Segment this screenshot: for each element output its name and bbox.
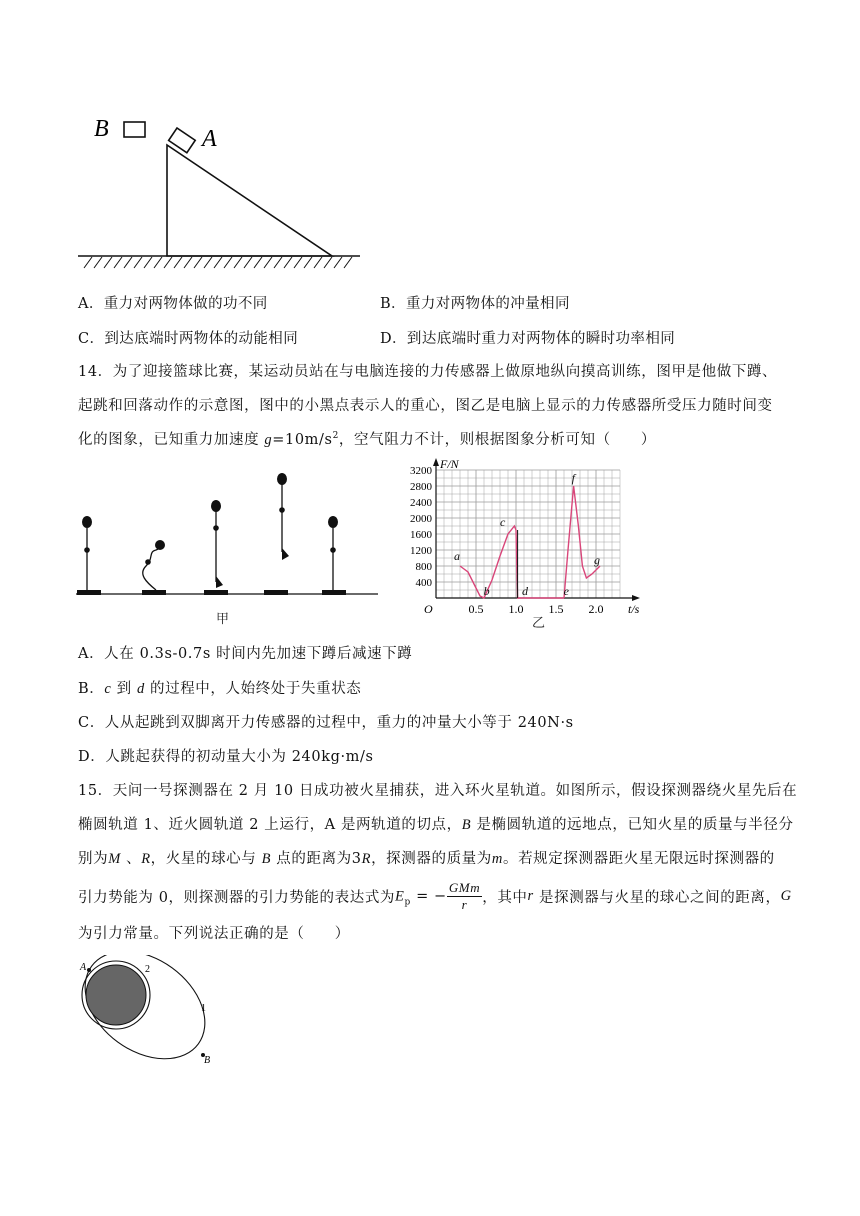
q13-option-c: C．到达底端时两物体的动能相同 <box>78 331 299 347</box>
force-curve <box>460 526 520 598</box>
point-label-d: d <box>522 584 528 598</box>
x-axis-arrow <box>632 595 640 601</box>
x-tick-label: 0.5 <box>468 602 484 616</box>
q15-line-5: 为引力常量。下列说法正确的是（ ） <box>78 926 350 942</box>
point-label-b: b <box>483 584 490 598</box>
y-tick-label: 1600 <box>410 529 432 541</box>
ground-hatch <box>84 257 352 268</box>
chart-grid <box>436 470 620 598</box>
block-b <box>124 122 145 137</box>
x-axis-label: t/s <box>628 602 640 616</box>
q15-line-4: 引力势能为 0，则探测器的引力势能的表达式为$E_p$ = − GMm r ，其中r 是探测器与火星的球心之间的距离，G <box>78 880 792 912</box>
point-label-c: c <box>500 515 506 529</box>
y-axis-arrow <box>433 458 439 466</box>
x-tick-label: 1.5 <box>548 602 564 616</box>
person-standing-2 <box>322 516 346 595</box>
y-tick-label: 2000 <box>410 513 432 525</box>
orbit-figure <box>76 955 226 1070</box>
orbit-label-a: A <box>80 962 87 973</box>
potential-energy-formula: $E_p$ = − GMm r <box>395 880 481 912</box>
label-a: A <box>202 126 217 152</box>
y-tick-label: 3200 <box>410 465 432 477</box>
q13-option-d: D．到达底端时重力对两物体的瞬时功率相同 <box>380 331 676 347</box>
q15-line-2: 椭圆轨道 1、近火圆轨道 2 上运行，A 是两轨道的切点，B 是椭圆轨道的远地点，已知火星的质量与半径分 <box>78 817 794 833</box>
orbit-label-2: 2 <box>145 964 150 975</box>
q14-line-1: 14．为了迎接篮球比赛，某运动员站在与电脑连接的力传感器上做原地纵向摸高训练，图甲是他做下蹲、 <box>78 364 778 380</box>
q14-line-2: 起跳和回落动作的示意图，图中的小黑点表示人的重心，图乙是电脑上显示的力传感器所受压力随时间变 <box>78 398 773 414</box>
x-tick-label: 1.0 <box>508 602 524 616</box>
y-tick-label: 800 <box>415 561 432 573</box>
q14-option-d: D．人跳起获得的初动量大小为 240kg·m/s <box>78 749 374 765</box>
point-label-g: g <box>594 553 600 567</box>
fig-yi-label: 乙 <box>532 616 546 630</box>
incline-wedge <box>167 145 332 256</box>
orbit-label-1: 1 <box>201 1003 206 1014</box>
q14-line-3: 化的图象，已知重力加速度 $g=10m/s^2$，空气阻力不计，则根据图象分析可知（ ） <box>78 431 656 448</box>
fig-jia-label: 甲 <box>216 612 230 627</box>
y-tick-label: 1200 <box>410 545 432 557</box>
x-tick-label: O <box>424 602 433 616</box>
y-axis-label: F/N <box>440 457 459 471</box>
q14-option-b: B．c 到 d 的过程中，人始终处于失重状态 <box>78 681 362 697</box>
mars-body <box>86 965 146 1025</box>
jump-figure-jia <box>76 470 381 630</box>
person-squatting <box>142 540 166 595</box>
orbit-label-b: B <box>204 1055 211 1066</box>
point-label-e: e <box>563 584 569 598</box>
chart-axes <box>433 458 640 601</box>
q13-option-a: A．重力对两物体做的功不同 <box>78 296 268 312</box>
force-time-chart <box>392 455 652 630</box>
point-label-a: a <box>454 549 460 563</box>
q14-option-c: C．人从起跳到双脚离开力传感器的过程中，重力的冲量大小等于 240N·s <box>78 715 574 731</box>
q13-option-b: B．重力对两物体的冲量相同 <box>380 296 570 312</box>
q15-line-1: 15．天问一号探测器在 2 月 10 日成功被火星捕获，进入环火星轨道。如图所示，假设探测器绕火星先后在 <box>78 783 798 799</box>
point-a <box>87 968 91 972</box>
y-tick-label: 2800 <box>410 481 432 493</box>
point-label-f: f <box>571 471 575 485</box>
incline-figure <box>78 108 368 272</box>
y-tick-label: 2400 <box>410 497 432 509</box>
x-tick-label: 2.0 <box>588 602 604 616</box>
person-takeoff <box>204 500 228 595</box>
person-airborne <box>264 473 289 595</box>
person-standing-1 <box>77 516 101 595</box>
label-b: B <box>94 116 109 142</box>
y-tick-label: 400 <box>415 577 432 589</box>
q15-line-3: 别为M 、R，火星的球心与 B 点的距离为3R，探测器的质量为m。若规定探测器距火星无限远时探测器的 <box>78 851 775 867</box>
q14-option-a: A．人在 0.3s-0.7s 时间内先加速下蹲后减速下蹲 <box>78 646 413 662</box>
